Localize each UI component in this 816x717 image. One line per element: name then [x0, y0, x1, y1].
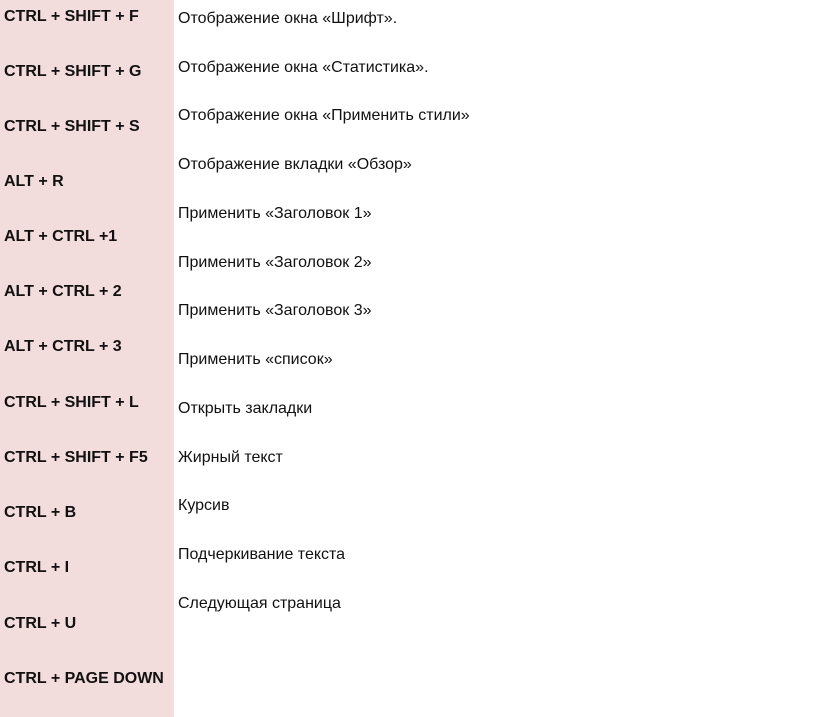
shortcut-description: Отображение вкладки «Обзор» — [178, 156, 412, 173]
shortcut-description: Следующая страница — [178, 595, 341, 612]
shortcut-key: CTRL + SHIFT + S — [4, 118, 140, 135]
shortcut-description: Применить «Заголовок 1» — [178, 205, 372, 222]
shortcut-key: CTRL + SHIFT + F5 — [4, 449, 148, 466]
shortcut-key: CTRL + SHIFT + F — [4, 8, 139, 25]
shortcut-description: Отображение окна «Применить стили» — [178, 107, 470, 124]
shortcut-key: CTRL + B — [4, 504, 77, 521]
shortcut-key: CTRL + SHIFT + G — [4, 63, 142, 80]
shortcut-description: Отображение окна «Статистика». — [178, 59, 429, 76]
shortcut-description: Жирный текст — [178, 449, 283, 466]
shortcut-key: ALT + CTRL + 2 — [4, 283, 122, 300]
shortcut-description: Применить «Заголовок 3» — [178, 302, 372, 319]
shortcut-description: Открыть закладки — [178, 400, 313, 417]
shortcut-key: CTRL + U — [4, 615, 77, 632]
shortcut-description: Применить «список» — [178, 351, 333, 368]
shortcut-description: Подчеркивание текста — [178, 546, 346, 563]
shortcut-description: Отображение окна «Шрифт». — [178, 10, 398, 27]
shortcut-key: ALT + CTRL + 3 — [4, 338, 122, 355]
shortcut-description: Применить «Заголовок 2» — [178, 254, 372, 271]
shortcut-description: Курсив — [178, 497, 230, 514]
shortcut-key: ALT + CTRL +1 — [4, 228, 118, 245]
shortcut-key: CTRL + PAGE DOWN — [4, 670, 164, 687]
shortcut-key: ALT + R — [4, 173, 64, 190]
shortcut-keys-column — [0, 0, 174, 717]
shortcut-key: CTRL + SHIFT + L — [4, 394, 139, 411]
shortcut-key: CTRL + I — [4, 559, 70, 576]
